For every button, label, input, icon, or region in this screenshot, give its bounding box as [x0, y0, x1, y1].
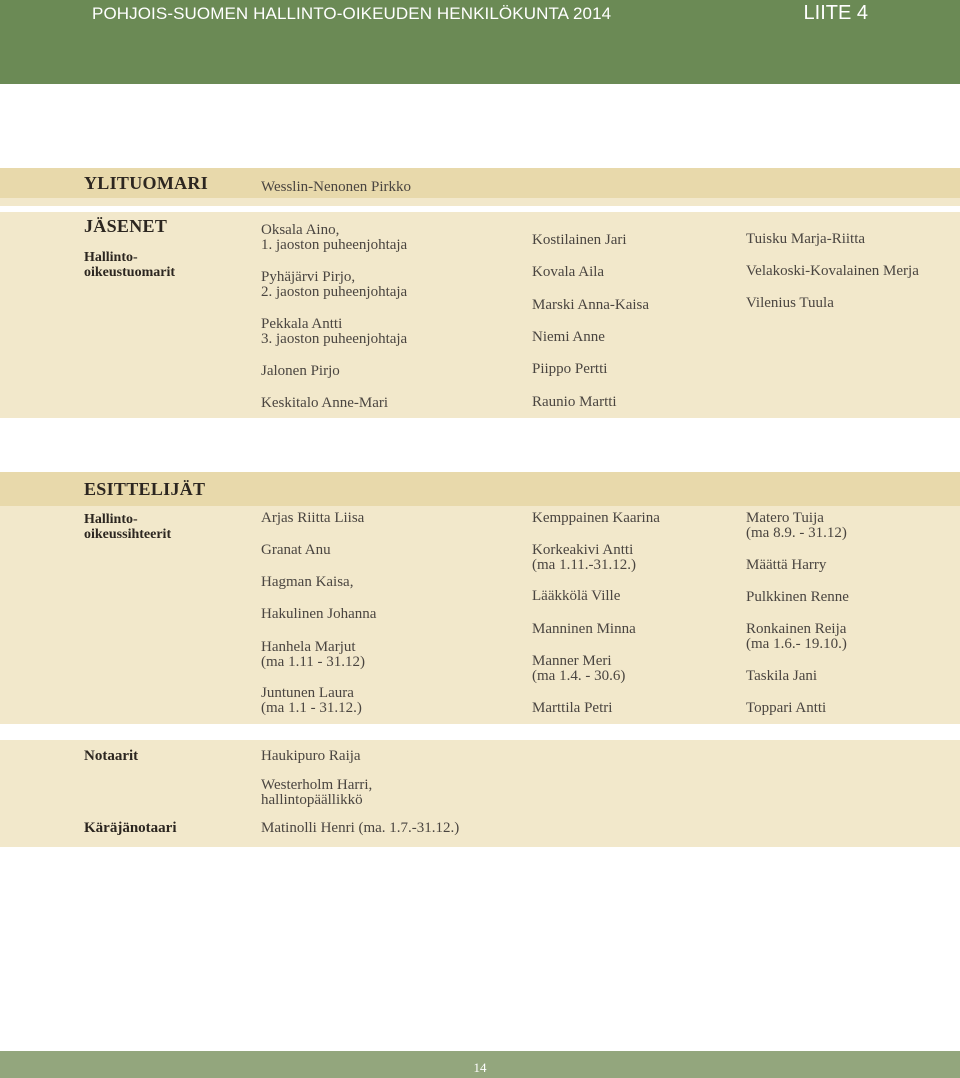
esittelijat-col2-item-note: (ma 1.11.-31.12.) — [532, 557, 637, 573]
jasenet-subheading-line2: oikeustuomarit — [84, 265, 175, 280]
esittelijat-col2-item: Manninen Minna — [532, 621, 636, 637]
karajanotaari-heading: Käräjänotaari — [84, 820, 177, 836]
jasenet-col2-item: Niemi Anne — [532, 329, 605, 345]
document-title: POHJOIS-SUOMEN HALLINTO-OIKEUDEN HENKILÖKUNTA 2014 — [92, 4, 612, 23]
jasenet-col3-item: Tuisku Marja-Riitta — [746, 231, 866, 247]
jasenet-col1-item-note: 3. jaoston puheenjohtaja — [261, 331, 408, 347]
jasenet-col2-item: Raunio Martti — [532, 394, 617, 410]
jasenet-col2-item: Piippo Pertti — [532, 361, 608, 377]
esittelijat-col3-item: Ronkainen Reija — [746, 621, 847, 637]
esittelijat-col1-item: Hakulinen Johanna — [261, 606, 377, 622]
jasenet-heading: JÄSENET — [84, 216, 168, 236]
esittelijat-subheading-line1: Hallinto- — [84, 512, 138, 527]
esittelijat-col3-item-note: (ma 8.9. - 31.12) — [746, 525, 847, 541]
page-number: 14 — [473, 1060, 487, 1075]
esittelijat-col1-item: Granat Anu — [261, 542, 331, 558]
jasenet-col3-item: Velakoski-Kovalainen Merja — [746, 263, 919, 279]
esittelijat-col1-item-note: (ma 1.1 - 31.12.) — [261, 700, 362, 716]
esittelijat-col2-item: Manner Meri — [532, 653, 612, 669]
esittelijat-col1-item: Hanhela Marjut — [261, 639, 356, 655]
esittelijat-col3-item: Pulkkinen Renne — [746, 589, 849, 605]
esittelijat-col2-item-note: (ma 1.4. - 30.6) — [532, 668, 626, 684]
jasenet-col1-item: Pekkala Antti — [261, 316, 343, 332]
esittelijat-col3-item: Toppari Antti — [746, 700, 827, 716]
esittelijat-col3-item: Taskila Jani — [746, 668, 818, 684]
jasenet-col2-item: Marski Anna-Kaisa — [532, 297, 650, 313]
esittelijat-subheading-line2: oikeussihteerit — [84, 527, 172, 542]
page-header — [0, 0, 960, 84]
esittelijat-col3-item-note: (ma 1.6.- 19.10.) — [746, 636, 847, 652]
ylituomari-heading: YLITUOMARI — [84, 173, 209, 193]
appendix-label: LIITE 4 — [803, 2, 868, 24]
esittelijat-heading: ESITTELIJÄT — [84, 479, 206, 499]
notaarit-heading: Notaarit — [84, 748, 139, 764]
notaarit-item: Westerholm Harri, — [261, 777, 373, 793]
jasenet-col1-item-note: 2. jaoston puheenjohtaja — [261, 284, 408, 300]
esittelijat-col2-item: Kemppainen Kaarina — [532, 510, 660, 526]
ylituomari-name: Wesslin-Nenonen Pirkko — [261, 179, 412, 195]
jasenet-col2-item: Kostilainen Jari — [532, 232, 627, 248]
notaarit-item: Haukipuro Raija — [261, 748, 361, 764]
jasenet-col1-item: Jalonen Pirjo — [261, 363, 340, 379]
jasenet-subheading-line1: Hallinto- — [84, 250, 138, 265]
jasenet-col2-item: Kovala Aila — [532, 264, 605, 280]
jasenet-col1-item: Keskitalo Anne-Mari — [261, 395, 389, 411]
esittelijat-col1-item: Juntunen Laura — [261, 685, 354, 701]
notaarit-item-note: hallintopäällikkö — [261, 792, 363, 808]
esittelijat-col2-item: Marttila Petri — [532, 700, 613, 716]
esittelijat-col1-item: Arjas Riitta Liisa — [261, 510, 365, 526]
esittelijat-col3-item: Määttä Harry — [746, 557, 827, 573]
esittelijat-col3-item: Matero Tuija — [746, 510, 824, 526]
esittelijat-col1-item-note: (ma 1.11 - 31.12) — [261, 654, 366, 670]
jasenet-col3-item: Vilenius Tuula — [746, 295, 834, 311]
esittelijat-col2-item: Lääkkölä Ville — [532, 588, 621, 604]
karajanotaari-name: Matinolli Henri (ma. 1.7.-31.12.) — [261, 820, 460, 836]
ylituomari-band-bottom — [0, 198, 960, 206]
jasenet-col1-item-note: 1. jaoston puheenjohtaja — [261, 237, 408, 253]
jasenet-col1-item: Oksala Aino, — [261, 222, 340, 238]
esittelijat-col2-item: Korkeakivi Antti — [532, 542, 634, 558]
jasenet-col1-item: Pyhäjärvi Pirjo, — [261, 269, 356, 285]
page-footer — [0, 1051, 960, 1078]
esittelijat-col1-item: Hagman Kaisa, — [261, 574, 354, 590]
